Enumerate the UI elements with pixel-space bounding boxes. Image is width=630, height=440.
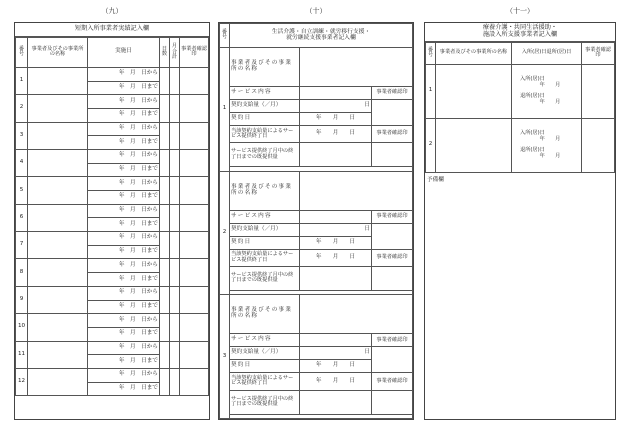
p9-from-cell: 年 月 日から	[88, 122, 160, 136]
p9-from-cell: 年 月 日から	[88, 177, 160, 191]
reserve-label: 予備欄	[427, 176, 444, 183]
p9-row-no: 12	[16, 368, 28, 395]
p10-confirm-label-2: 事業者確認印	[372, 125, 413, 142]
p10-group-no: 2	[220, 171, 230, 295]
p10-service-cell[interactable]	[300, 334, 372, 347]
p9-to-cell: 年 月 日まで	[88, 136, 160, 150]
p9-from-cell: 年 月 日から	[88, 67, 160, 81]
p10-end-row	[220, 249, 413, 266]
p9-to-cell: 年 月 日まで	[88, 108, 160, 122]
panel-11-table	[425, 42, 615, 173]
p9-month-cell[interactable]	[170, 177, 180, 204]
p9-confirm-cell[interactable]	[180, 67, 209, 94]
p10-end-row	[220, 125, 413, 142]
p10-end-label: 当該契約支給量によるサービス提供終了日	[230, 125, 300, 142]
p10-used-cell[interactable]	[300, 143, 372, 167]
p9-row	[16, 122, 209, 136]
p10-used-row	[220, 390, 413, 414]
p9-from-cell: 年 月 日から	[88, 149, 160, 163]
panel-11-title	[425, 23, 615, 42]
p10-title	[230, 24, 413, 48]
p10-service-cell[interactable]	[300, 86, 372, 99]
p9-row	[16, 314, 209, 328]
p10-end-cell: 年 月 日	[300, 125, 372, 142]
p11-entry-ym: 年 月	[539, 81, 561, 88]
p9-provider-cell[interactable]	[28, 149, 88, 176]
panel-11-frame	[424, 22, 616, 420]
p9-provider-cell[interactable]	[28, 95, 88, 122]
p9-confirm-cell[interactable]	[180, 259, 209, 286]
p9-month-cell[interactable]	[170, 204, 180, 231]
p9-provider-cell[interactable]	[28, 177, 88, 204]
panel-9-table	[15, 37, 209, 397]
p9-row-no: 8	[16, 259, 28, 286]
p9-row	[16, 341, 209, 355]
p9-days-cell[interactable]	[160, 314, 170, 341]
p9-row	[16, 368, 209, 382]
p11-row-no: 2	[426, 118, 436, 172]
p10-provider-cell[interactable]	[300, 47, 413, 86]
p10-used-confirm-cell[interactable]	[372, 266, 413, 290]
p10-amount-cell: 日	[300, 99, 372, 112]
p11-header-no: 番号	[426, 42, 436, 64]
p10-end-row	[220, 373, 413, 390]
p11-header-provider: 事業者及びその事業所の名称	[436, 42, 512, 64]
p9-days-cell[interactable]	[160, 149, 170, 176]
p10-amount-label: 契約支給量（／月）	[230, 347, 300, 360]
p11-title-line2: 施設入所支援事業者記入欄	[482, 30, 558, 38]
p10-header-no: 番号	[220, 24, 230, 48]
p10-confirm-label-2: 事業者確認印	[372, 373, 413, 390]
p9-row-no: 9	[16, 286, 28, 313]
p10-amount-row	[220, 347, 413, 360]
p10-service-label: サービス内容	[230, 86, 300, 99]
p11-exit-ym: 年 月	[539, 98, 561, 105]
p11-row-no: 1	[426, 64, 436, 118]
p9-confirm-cell[interactable]	[180, 177, 209, 204]
p9-confirm-cell[interactable]	[180, 314, 209, 341]
p9-row-no: 6	[16, 204, 28, 231]
p9-days-cell[interactable]	[160, 368, 170, 395]
p10-amount-cell: 日	[300, 223, 372, 236]
p9-month-cell[interactable]	[170, 122, 180, 149]
p10-group-no: 3	[220, 295, 230, 419]
panel-9-number: （九）	[101, 7, 123, 15]
p9-row-no: 5	[16, 177, 28, 204]
p11-row	[426, 64, 615, 118]
p9-provider-cell[interactable]	[28, 286, 88, 313]
p10-spacer	[230, 414, 413, 419]
p9-provider-cell[interactable]	[28, 122, 88, 149]
p11-entry-label: 入所(居)日	[520, 76, 545, 83]
p10-provider-row	[220, 47, 413, 86]
p9-row	[16, 204, 209, 218]
p9-row-no: 11	[16, 341, 28, 368]
p9-days-cell[interactable]	[160, 286, 170, 313]
p9-confirm-cell[interactable]	[180, 286, 209, 313]
p9-confirm-cell[interactable]	[180, 204, 209, 231]
p10-confirm-label-2: 事業者確認印	[372, 249, 413, 266]
p11-inout-cell	[512, 118, 582, 172]
p11-confirm-cell[interactable]	[582, 118, 615, 172]
p10-end-label: 当該契約支給量によるサービス提供終了日	[230, 373, 300, 390]
p9-row	[16, 67, 209, 81]
p9-to-cell: 年 月 日まで	[88, 163, 160, 177]
p9-days-cell[interactable]	[160, 95, 170, 122]
p10-provider-label: 事業者及びその事業所の名称	[230, 171, 300, 210]
p10-date-label: 契約日	[230, 360, 300, 373]
p10-confirm-cell[interactable]	[372, 223, 413, 249]
p10-title-line1: 生活介護・自立訓練・就労移行支援・	[271, 29, 371, 36]
p9-confirm-cell[interactable]	[180, 341, 209, 368]
p9-month-cell[interactable]	[170, 314, 180, 341]
p10-used-row	[220, 266, 413, 290]
p11-provider-cell[interactable]	[436, 64, 512, 118]
p9-confirm-cell[interactable]	[180, 149, 209, 176]
p10-used-confirm-cell[interactable]	[372, 143, 413, 167]
p9-month-cell[interactable]	[170, 232, 180, 259]
p10-amount-cell: 日	[300, 347, 372, 360]
p10-service-label: サービス内容	[230, 334, 300, 347]
p10-used-label: サービス提供終了月中の終了日までの既提供量	[230, 390, 300, 414]
panel-9-frame	[14, 22, 210, 420]
p10-amount-label: 契約支給量（／月）	[230, 223, 300, 236]
p10-used-confirm-cell[interactable]	[372, 390, 413, 414]
p11-header-inout: 入所(居)日退所(居)日	[512, 42, 582, 64]
p9-to-cell: 年 月 日まで	[88, 218, 160, 232]
p9-to-cell: 年 月 日まで	[88, 245, 160, 259]
p11-entry-ym: 年 月	[539, 135, 561, 142]
p9-row	[16, 259, 209, 273]
p9-confirm-cell[interactable]	[180, 95, 209, 122]
p9-month-cell[interactable]	[170, 95, 180, 122]
p9-from-cell: 年 月 日から	[88, 314, 160, 328]
p10-date-cell: 年 月 日	[300, 112, 372, 125]
p10-used-row	[220, 143, 413, 167]
p10-date-label: 契約日	[230, 236, 300, 249]
panel-9-title: 短期入所事業者実績記入欄	[15, 23, 209, 37]
p10-service-row	[220, 334, 413, 347]
p9-confirm-cell[interactable]	[180, 122, 209, 149]
p9-month-cell[interactable]	[170, 341, 180, 368]
p9-from-cell: 年 月 日から	[88, 232, 160, 246]
p9-provider-cell[interactable]	[28, 204, 88, 231]
p10-provider-row	[220, 295, 413, 334]
p10-provider-cell[interactable]	[300, 295, 413, 334]
p9-from-cell: 年 月 日から	[88, 368, 160, 382]
p9-days-cell[interactable]	[160, 67, 170, 94]
p11-exit-ym: 年 月	[539, 152, 561, 159]
p9-to-cell: 年 月 日まで	[88, 355, 160, 369]
p9-month-cell[interactable]	[170, 286, 180, 313]
p10-provider-label: 事業者及びその事業所の名称	[230, 47, 300, 86]
p10-amount-label: 契約支給量（／月）	[230, 99, 300, 112]
header-days: 日数	[160, 37, 170, 67]
p9-from-cell: 年 月 日から	[88, 95, 160, 109]
p10-end-label: 当該契約支給量によるサービス提供終了日	[230, 249, 300, 266]
p10-date-label: 契約日	[230, 112, 300, 125]
p10-confirm-label: 事業者確認印	[372, 86, 413, 99]
p9-month-cell[interactable]	[170, 67, 180, 94]
p9-month-cell[interactable]	[170, 368, 180, 395]
p9-row-no: 10	[16, 314, 28, 341]
p9-provider-cell[interactable]	[28, 368, 88, 395]
p9-row-no: 1	[16, 67, 28, 94]
p11-exit-label: 退所(居)日	[520, 147, 545, 154]
p11-row	[426, 118, 615, 172]
p11-exit-label: 退所(居)日	[520, 93, 545, 100]
p9-days-cell[interactable]	[160, 204, 170, 231]
p10-used-label: サービス提供終了月中の終了日までの既提供量	[230, 266, 300, 290]
p9-row-no: 7	[16, 232, 28, 259]
p9-provider-cell[interactable]	[28, 259, 88, 286]
header-monthly: 月合計	[170, 37, 180, 67]
p11-inout-cell	[512, 64, 582, 118]
p9-month-cell[interactable]	[170, 259, 180, 286]
p10-end-cell: 年 月 日	[300, 373, 372, 390]
p9-row	[16, 286, 209, 300]
p10-confirm-label: 事業者確認印	[372, 210, 413, 223]
p10-date-cell: 年 月 日	[300, 360, 372, 373]
p9-from-cell: 年 月 日から	[88, 204, 160, 218]
p9-provider-cell[interactable]	[28, 341, 88, 368]
p9-to-cell: 年 月 日まで	[88, 327, 160, 341]
p9-provider-cell[interactable]	[28, 67, 88, 94]
p9-days-cell[interactable]	[160, 122, 170, 149]
p10-confirm-cell[interactable]	[372, 347, 413, 373]
p11-provider-cell[interactable]	[436, 118, 512, 172]
p11-confirm-cell[interactable]	[582, 64, 615, 118]
p9-days-cell[interactable]	[160, 341, 170, 368]
p9-days-cell[interactable]	[160, 259, 170, 286]
p9-from-cell: 年 月 日から	[88, 341, 160, 355]
p10-service-row	[220, 210, 413, 223]
p10-used-cell[interactable]	[300, 266, 372, 290]
p10-service-row	[220, 86, 413, 99]
p10-used-cell[interactable]	[300, 390, 372, 414]
p10-used-label: サービス提供終了月中の終了日までの既提供量	[230, 143, 300, 167]
p9-row	[16, 232, 209, 246]
p9-from-cell: 年 月 日から	[88, 259, 160, 273]
header-no: 番号	[16, 37, 28, 67]
p9-from-cell: 年 月 日から	[88, 286, 160, 300]
p9-row	[16, 95, 209, 109]
header-provider: 事業者及びその事業所の名称	[28, 37, 88, 67]
p10-provider-row	[220, 171, 413, 210]
p9-confirm-cell[interactable]	[180, 368, 209, 395]
panel-10-frame	[218, 22, 414, 420]
p9-to-cell: 年 月 日まで	[88, 273, 160, 287]
p10-provider-label: 事業者及びその事業所の名称	[230, 295, 300, 334]
p9-provider-cell[interactable]	[28, 232, 88, 259]
panel-11-number: （十一）	[506, 7, 534, 15]
p10-provider-cell[interactable]	[300, 171, 413, 210]
p9-month-cell[interactable]	[170, 149, 180, 176]
p9-to-cell: 年 月 日まで	[88, 382, 160, 396]
panel-10-number: （十）	[305, 7, 327, 15]
p9-to-cell: 年 月 日まで	[88, 81, 160, 95]
p9-row	[16, 149, 209, 163]
p11-header-confirm: 事業者確認印	[582, 42, 615, 64]
p11-entry-label: 入所(居)日	[520, 130, 545, 137]
p10-amount-row	[220, 99, 413, 112]
p9-days-cell[interactable]	[160, 177, 170, 204]
p9-days-cell[interactable]	[160, 232, 170, 259]
p10-spacer-row	[220, 414, 413, 419]
p10-service-cell[interactable]	[300, 210, 372, 223]
p10-confirm-label: 事業者確認印	[372, 334, 413, 347]
p10-title-line2: 就労継続支援事業者記入欄	[286, 35, 356, 42]
p9-row-no: 2	[16, 95, 28, 122]
p11-title-line1: 療養介護・共同生活援助・	[482, 24, 558, 31]
p9-to-cell: 年 月 日まで	[88, 191, 160, 205]
p10-service-label: サービス内容	[230, 210, 300, 223]
p10-date-cell: 年 月 日	[300, 236, 372, 249]
p9-provider-cell[interactable]	[28, 314, 88, 341]
header-confirm: 事業者確認印	[180, 37, 209, 67]
header-date: 実施日	[88, 37, 160, 67]
p10-group-no: 1	[220, 47, 230, 171]
p10-amount-row	[220, 223, 413, 236]
p9-to-cell: 年 月 日まで	[88, 300, 160, 314]
p10-confirm-cell[interactable]	[372, 99, 413, 125]
p9-row-no: 3	[16, 122, 28, 149]
panel-10-table	[219, 23, 413, 419]
p9-row	[16, 177, 209, 191]
p9-confirm-cell[interactable]	[180, 232, 209, 259]
p9-row-no: 4	[16, 149, 28, 176]
p10-end-cell: 年 月 日	[300, 249, 372, 266]
